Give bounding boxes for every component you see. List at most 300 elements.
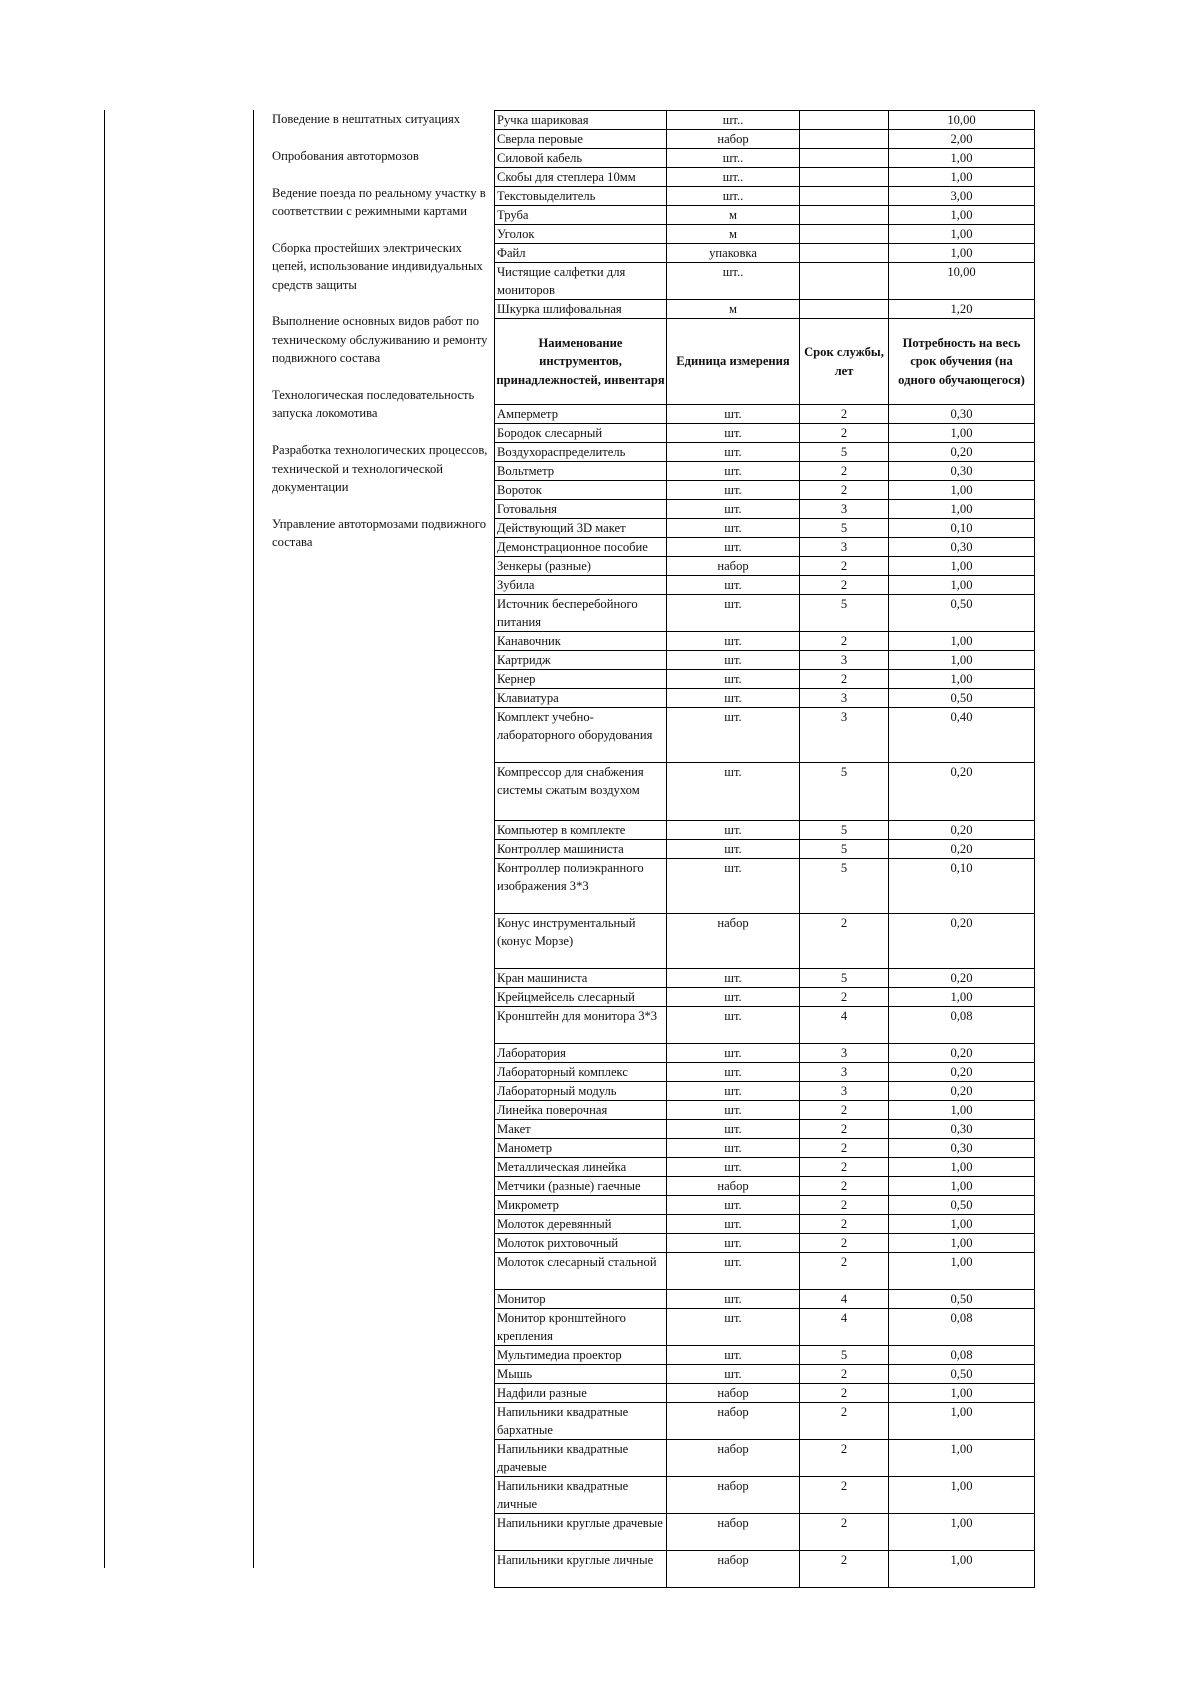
cell-need: 0,50 bbox=[889, 1365, 1035, 1384]
column-divider-line bbox=[253, 110, 254, 1568]
cell-name: Уголок bbox=[495, 225, 667, 244]
cell-need: 2,00 bbox=[889, 130, 1035, 149]
cell-name: Амперметр bbox=[495, 405, 667, 424]
cell-need: 0,50 bbox=[889, 689, 1035, 708]
cell-life: 2 bbox=[800, 424, 889, 443]
cell-need: 1,00 bbox=[889, 149, 1035, 168]
cell-name: Кронштейн для монитора 3*3 bbox=[495, 1007, 667, 1044]
cell-unit: набор bbox=[667, 557, 800, 576]
cell-unit: шт. bbox=[667, 595, 800, 632]
table-row bbox=[495, 1044, 1035, 1063]
cell-unit: шт. bbox=[667, 840, 800, 859]
cell-name: Монитор кронштейного крепления bbox=[495, 1309, 667, 1346]
table-row bbox=[495, 576, 1035, 595]
cell-life bbox=[800, 225, 889, 244]
cell-need: 0,08 bbox=[889, 1007, 1035, 1044]
cell-unit: шт. bbox=[667, 1007, 800, 1044]
cell-unit: м bbox=[667, 206, 800, 225]
cell-life: 2 bbox=[800, 1120, 889, 1139]
cell-name: Комплект учебно-лабораторного оборудования bbox=[495, 708, 667, 763]
cell-unit: шт. bbox=[667, 1044, 800, 1063]
cell-name: Зубила bbox=[495, 576, 667, 595]
cell-need: 1,00 bbox=[889, 1215, 1035, 1234]
table-row bbox=[495, 1477, 1035, 1514]
cell-name: Действующий 3D макет bbox=[495, 519, 667, 538]
cell-need: 0,40 bbox=[889, 708, 1035, 763]
table-row bbox=[495, 1346, 1035, 1365]
cell-name: Текстовыделитель bbox=[495, 187, 667, 206]
cell-life: 2 bbox=[800, 481, 889, 500]
cell-name: Контроллер машиниста bbox=[495, 840, 667, 859]
table-row bbox=[495, 670, 1035, 689]
cell-life: 3 bbox=[800, 1082, 889, 1101]
topic-item: Ведение поезда по реальному участку в соответствии с режимными картами bbox=[272, 185, 486, 218]
equipment-table bbox=[494, 110, 1035, 1588]
cell-unit: шт. bbox=[667, 424, 800, 443]
cell-need: 0,08 bbox=[889, 1309, 1035, 1346]
cell-name: Зенкеры (разные) bbox=[495, 557, 667, 576]
cell-need: 1,00 bbox=[889, 651, 1035, 670]
cell-name: Монитор bbox=[495, 1290, 667, 1309]
cell-name: Молоток слесарный стальной bbox=[495, 1253, 667, 1290]
table-row bbox=[495, 651, 1035, 670]
cell-life: 5 bbox=[800, 859, 889, 914]
cell-life: 2 bbox=[800, 1551, 889, 1588]
table-row bbox=[495, 763, 1035, 821]
cell-need: 10,00 bbox=[889, 111, 1035, 130]
cell-name: Силовой кабель bbox=[495, 149, 667, 168]
cell-name: Макет bbox=[495, 1120, 667, 1139]
table-row bbox=[495, 1139, 1035, 1158]
cell-life: 2 bbox=[800, 670, 889, 689]
cell-name: Скобы для степлера 10мм bbox=[495, 168, 667, 187]
cell-life bbox=[800, 300, 889, 319]
cell-life: 3 bbox=[800, 708, 889, 763]
cell-need: 1,00 bbox=[889, 424, 1035, 443]
cell-life bbox=[800, 187, 889, 206]
cell-unit: набор bbox=[667, 1551, 800, 1588]
materials-section bbox=[495, 111, 1035, 319]
header-life: Срок службы, лет bbox=[800, 319, 889, 405]
cell-life: 2 bbox=[800, 1101, 889, 1120]
cell-unit: шт. bbox=[667, 1101, 800, 1120]
cell-name: Сверла перовые bbox=[495, 130, 667, 149]
cell-unit: шт. bbox=[667, 443, 800, 462]
cell-name: Клавиатура bbox=[495, 689, 667, 708]
table-row bbox=[495, 443, 1035, 462]
cell-life: 3 bbox=[800, 689, 889, 708]
cell-unit: шт. bbox=[667, 576, 800, 595]
cell-unit: шт. bbox=[667, 405, 800, 424]
cell-name: Труба bbox=[495, 206, 667, 225]
cell-need: 1,00 bbox=[889, 1440, 1035, 1477]
cell-life: 2 bbox=[800, 632, 889, 651]
table-row bbox=[495, 300, 1035, 319]
table-row bbox=[495, 519, 1035, 538]
table-row bbox=[495, 1101, 1035, 1120]
cell-name: Ручка шариковая bbox=[495, 111, 667, 130]
cell-name: Контроллер полиэкранного изображения 3*3 bbox=[495, 859, 667, 914]
table-row bbox=[495, 187, 1035, 206]
table-row bbox=[495, 632, 1035, 651]
cell-need: 1,00 bbox=[889, 576, 1035, 595]
cell-need: 0,20 bbox=[889, 1082, 1035, 1101]
table-row bbox=[495, 481, 1035, 500]
table-row bbox=[495, 708, 1035, 763]
cell-name: Микрометр bbox=[495, 1196, 667, 1215]
table-row bbox=[495, 1063, 1035, 1082]
cell-need: 0,30 bbox=[889, 1139, 1035, 1158]
cell-name: Напильники круглые драчевые bbox=[495, 1514, 667, 1551]
cell-unit: набор bbox=[667, 1514, 800, 1551]
cell-name: Демонстрационное пособие bbox=[495, 538, 667, 557]
cell-name: Лаборатория bbox=[495, 1044, 667, 1063]
cell-unit: шт.. bbox=[667, 168, 800, 187]
cell-need: 1,00 bbox=[889, 632, 1035, 651]
cell-need: 0,20 bbox=[889, 914, 1035, 969]
topic-item: Поведение в нештатных ситуациях bbox=[272, 112, 461, 126]
cell-need: 1,00 bbox=[889, 1403, 1035, 1440]
cell-unit: шт. bbox=[667, 1365, 800, 1384]
cell-life: 2 bbox=[800, 1253, 889, 1290]
header-need: Потребность на весь срок обучения (на одного обучающегося) bbox=[889, 319, 1035, 405]
table-row bbox=[495, 263, 1035, 300]
cell-life: 3 bbox=[800, 500, 889, 519]
cell-unit: шт.. bbox=[667, 187, 800, 206]
table-row bbox=[495, 1082, 1035, 1101]
table-row bbox=[495, 405, 1035, 424]
cell-name: Готовальня bbox=[495, 500, 667, 519]
cell-unit: набор bbox=[667, 130, 800, 149]
cell-name: Вороток bbox=[495, 481, 667, 500]
cell-need: 0,20 bbox=[889, 763, 1035, 821]
cell-name: Канавочник bbox=[495, 632, 667, 651]
cell-need: 1,00 bbox=[889, 500, 1035, 519]
cell-name: Напильники круглые личные bbox=[495, 1551, 667, 1588]
cell-life: 2 bbox=[800, 1403, 889, 1440]
cell-life: 5 bbox=[800, 1346, 889, 1365]
cell-name: Шкурка шлифовальная bbox=[495, 300, 667, 319]
cell-name: Чистящие салфетки для мониторов bbox=[495, 263, 667, 300]
cell-life: 4 bbox=[800, 1007, 889, 1044]
cell-name: Лабораторный комплекс bbox=[495, 1063, 667, 1082]
cell-life: 5 bbox=[800, 595, 889, 632]
cell-life: 2 bbox=[800, 1440, 889, 1477]
cell-life: 3 bbox=[800, 1063, 889, 1082]
cell-need: 1,00 bbox=[889, 557, 1035, 576]
cell-need: 0,10 bbox=[889, 519, 1035, 538]
cell-name: Компрессор для снабжения системы сжатым воздухом bbox=[495, 763, 667, 821]
cell-need: 0,20 bbox=[889, 969, 1035, 988]
cell-unit: шт. bbox=[667, 1139, 800, 1158]
cell-life: 2 bbox=[800, 1384, 889, 1403]
cell-life: 2 bbox=[800, 405, 889, 424]
cell-unit: набор bbox=[667, 1477, 800, 1514]
cell-unit: набор bbox=[667, 914, 800, 969]
table-header-row bbox=[495, 319, 1035, 405]
cell-life: 2 bbox=[800, 1196, 889, 1215]
table-row bbox=[495, 130, 1035, 149]
cell-life: 3 bbox=[800, 1044, 889, 1063]
cell-name: Вольтметр bbox=[495, 462, 667, 481]
cell-need: 0,50 bbox=[889, 595, 1035, 632]
cell-unit: шт. bbox=[667, 1290, 800, 1309]
left-border-line bbox=[104, 110, 105, 1568]
tools-section bbox=[495, 405, 1035, 1588]
table-row bbox=[495, 244, 1035, 263]
cell-name: Кран машиниста bbox=[495, 969, 667, 988]
table-row bbox=[495, 840, 1035, 859]
cell-unit: шт. bbox=[667, 481, 800, 500]
cell-life: 2 bbox=[800, 1514, 889, 1551]
cell-name: Надфили разные bbox=[495, 1384, 667, 1403]
cell-need: 1,20 bbox=[889, 300, 1035, 319]
cell-life: 5 bbox=[800, 519, 889, 538]
cell-name: Компьютер в комплекте bbox=[495, 821, 667, 840]
cell-life: 2 bbox=[800, 576, 889, 595]
cell-unit: м bbox=[667, 300, 800, 319]
cell-need: 0,30 bbox=[889, 462, 1035, 481]
cell-name: Мышь bbox=[495, 1365, 667, 1384]
cell-unit: шт. bbox=[667, 708, 800, 763]
cell-life: 2 bbox=[800, 914, 889, 969]
cell-life: 2 bbox=[800, 1139, 889, 1158]
cell-name: Источник бесперебойного питания bbox=[495, 595, 667, 632]
cell-need: 1,00 bbox=[889, 1477, 1035, 1514]
cell-unit: шт. bbox=[667, 1196, 800, 1215]
cell-need: 0,20 bbox=[889, 1044, 1035, 1063]
cell-life bbox=[800, 263, 889, 300]
cell-name: Файл bbox=[495, 244, 667, 263]
cell-need: 1,00 bbox=[889, 1158, 1035, 1177]
cell-need: 3,00 bbox=[889, 187, 1035, 206]
table-row bbox=[495, 914, 1035, 969]
cell-name: Линейка поверочная bbox=[495, 1101, 667, 1120]
cell-unit: шт. bbox=[667, 988, 800, 1007]
cell-unit: шт. bbox=[667, 763, 800, 821]
cell-unit: шт. bbox=[667, 632, 800, 651]
cell-life: 5 bbox=[800, 763, 889, 821]
cell-unit: шт. bbox=[667, 1253, 800, 1290]
cell-name: Лабораторный модуль bbox=[495, 1082, 667, 1101]
cell-unit: м bbox=[667, 225, 800, 244]
cell-life: 2 bbox=[800, 1477, 889, 1514]
table-row bbox=[495, 969, 1035, 988]
cell-unit: шт. bbox=[667, 1309, 800, 1346]
table-row bbox=[495, 149, 1035, 168]
table-row bbox=[495, 1551, 1035, 1588]
table-row bbox=[495, 1007, 1035, 1044]
table-row bbox=[495, 557, 1035, 576]
cell-life bbox=[800, 206, 889, 225]
table-row bbox=[495, 689, 1035, 708]
table-row bbox=[495, 1196, 1035, 1215]
cell-name: Бородок слесарный bbox=[495, 424, 667, 443]
cell-name: Кернер bbox=[495, 670, 667, 689]
table-row bbox=[495, 1309, 1035, 1346]
header-unit: Единица измерения bbox=[667, 319, 800, 405]
cell-name: Металлическая линейка bbox=[495, 1158, 667, 1177]
cell-unit: шт. bbox=[667, 1234, 800, 1253]
cell-name: Манометр bbox=[495, 1139, 667, 1158]
cell-need: 1,00 bbox=[889, 670, 1035, 689]
cell-need: 1,00 bbox=[889, 1384, 1035, 1403]
cell-unit: набор bbox=[667, 1177, 800, 1196]
cell-need: 1,00 bbox=[889, 225, 1035, 244]
table-row bbox=[495, 1365, 1035, 1384]
cell-life: 2 bbox=[800, 1177, 889, 1196]
table-row bbox=[495, 168, 1035, 187]
table-row bbox=[495, 500, 1035, 519]
cell-need: 1,00 bbox=[889, 481, 1035, 500]
table-row bbox=[495, 1384, 1035, 1403]
table-row bbox=[495, 1440, 1035, 1477]
header-name: Наименование инструментов, принадлежностей, инвентаря bbox=[495, 319, 667, 405]
cell-need: 0,30 bbox=[889, 405, 1035, 424]
cell-unit: шт. bbox=[667, 859, 800, 914]
cell-life bbox=[800, 244, 889, 263]
cell-unit: шт. bbox=[667, 500, 800, 519]
cell-name: Метчики (разные) гаечные bbox=[495, 1177, 667, 1196]
cell-need: 1,00 bbox=[889, 1177, 1035, 1196]
cell-need: 1,00 bbox=[889, 168, 1035, 187]
cell-life: 2 bbox=[800, 1365, 889, 1384]
cell-name: Картридж bbox=[495, 651, 667, 670]
table-row bbox=[495, 595, 1035, 632]
cell-need: 1,00 bbox=[889, 1234, 1035, 1253]
topic-item: Технологическая последовательность запуска локомотива bbox=[272, 388, 475, 421]
table-row bbox=[495, 538, 1035, 557]
cell-name: Конус инструментальный (конус Морзе) bbox=[495, 914, 667, 969]
topic-item: Разработка технологических процессов, технической и технологической документации bbox=[272, 443, 488, 495]
cell-life bbox=[800, 111, 889, 130]
cell-unit: шт. bbox=[667, 670, 800, 689]
table-row bbox=[495, 1158, 1035, 1177]
cell-need: 1,00 bbox=[889, 1514, 1035, 1551]
table-row bbox=[495, 821, 1035, 840]
table-row bbox=[495, 424, 1035, 443]
topic-item: Управление автотормозами подвижного состава bbox=[272, 516, 487, 550]
cell-life: 5 bbox=[800, 969, 889, 988]
cell-life bbox=[800, 168, 889, 187]
tools-header-section bbox=[495, 319, 1035, 405]
cell-life: 2 bbox=[800, 557, 889, 576]
cell-need: 0,30 bbox=[889, 1120, 1035, 1139]
cell-name: Напильники квадратные драчевые bbox=[495, 1440, 667, 1477]
cell-unit: упаковка bbox=[667, 244, 800, 263]
cell-name: Мультимедиа проектор bbox=[495, 1346, 667, 1365]
cell-life: 2 bbox=[800, 462, 889, 481]
cell-life: 2 bbox=[800, 1234, 889, 1253]
cell-life: 2 bbox=[800, 1158, 889, 1177]
cell-need: 1,00 bbox=[889, 1551, 1035, 1588]
cell-life: 5 bbox=[800, 840, 889, 859]
cell-unit: шт.. bbox=[667, 263, 800, 300]
cell-life: 4 bbox=[800, 1309, 889, 1346]
cell-need: 1,00 bbox=[889, 1101, 1035, 1120]
cell-need: 0,50 bbox=[889, 1290, 1035, 1309]
cell-life: 2 bbox=[800, 1215, 889, 1234]
table-row bbox=[495, 1403, 1035, 1440]
cell-need: 10,00 bbox=[889, 263, 1035, 300]
cell-unit: шт. bbox=[667, 1158, 800, 1177]
cell-need: 0,08 bbox=[889, 1346, 1035, 1365]
cell-unit: шт. bbox=[667, 1346, 800, 1365]
cell-need: 0,20 bbox=[889, 443, 1035, 462]
cell-life bbox=[800, 149, 889, 168]
table-row bbox=[495, 1177, 1035, 1196]
cell-name: Напильники квадратные бархатные bbox=[495, 1403, 667, 1440]
cell-unit: набор bbox=[667, 1403, 800, 1440]
cell-need: 1,00 bbox=[889, 206, 1035, 225]
cell-need: 0,20 bbox=[889, 821, 1035, 840]
topic-item: Выполнение основных видов работ по техническому обслуживанию и ремонту подвижного состава bbox=[272, 314, 488, 366]
cell-life: 5 bbox=[800, 443, 889, 462]
cell-name: Напильники квадратные личные bbox=[495, 1477, 667, 1514]
cell-unit: шт. bbox=[667, 1082, 800, 1101]
cell-need: 1,00 bbox=[889, 988, 1035, 1007]
topic-item: Опробования автотормозов bbox=[272, 148, 419, 163]
cell-unit: шт. bbox=[667, 519, 800, 538]
cell-unit: шт.. bbox=[667, 149, 800, 168]
table-row bbox=[495, 1120, 1035, 1139]
table-row bbox=[495, 988, 1035, 1007]
topic-item: Сборка простейших электрических цепей, использование индивидуальных средств защиты bbox=[272, 240, 483, 292]
cell-need: 1,00 bbox=[889, 244, 1035, 263]
table-row bbox=[495, 1290, 1035, 1309]
cell-name: Молоток рихтовочный bbox=[495, 1234, 667, 1253]
cell-life: 3 bbox=[800, 538, 889, 557]
topics-column bbox=[272, 110, 494, 570]
cell-unit: шт. bbox=[667, 969, 800, 988]
table-row bbox=[495, 225, 1035, 244]
table-row bbox=[495, 859, 1035, 914]
table-row bbox=[495, 1234, 1035, 1253]
table-row bbox=[495, 1215, 1035, 1234]
cell-need: 0,20 bbox=[889, 840, 1035, 859]
cell-unit: шт. bbox=[667, 462, 800, 481]
cell-life: 4 bbox=[800, 1290, 889, 1309]
table-row bbox=[495, 1514, 1035, 1551]
cell-need: 1,00 bbox=[889, 1253, 1035, 1290]
cell-unit: шт. bbox=[667, 1063, 800, 1082]
cell-unit: шт. bbox=[667, 821, 800, 840]
cell-life: 5 bbox=[800, 821, 889, 840]
cell-unit: набор bbox=[667, 1384, 800, 1403]
cell-need: 0,30 bbox=[889, 538, 1035, 557]
cell-life: 2 bbox=[800, 988, 889, 1007]
cell-name: Воздухораспределитель bbox=[495, 443, 667, 462]
cell-name: Крейцмейсель слесарный bbox=[495, 988, 667, 1007]
cell-need: 0,10 bbox=[889, 859, 1035, 914]
table-row bbox=[495, 206, 1035, 225]
cell-unit: шт.. bbox=[667, 111, 800, 130]
table-row bbox=[495, 1253, 1035, 1290]
table-row bbox=[495, 111, 1035, 130]
cell-unit: шт. bbox=[667, 1120, 800, 1139]
cell-need: 0,20 bbox=[889, 1063, 1035, 1082]
cell-unit: шт. bbox=[667, 538, 800, 557]
cell-unit: шт. bbox=[667, 1215, 800, 1234]
cell-unit: шт. bbox=[667, 651, 800, 670]
cell-name: Молоток деревянный bbox=[495, 1215, 667, 1234]
cell-unit: шт. bbox=[667, 689, 800, 708]
cell-life bbox=[800, 130, 889, 149]
cell-need: 0,50 bbox=[889, 1196, 1035, 1215]
table-row bbox=[495, 462, 1035, 481]
cell-life: 3 bbox=[800, 651, 889, 670]
cell-unit: набор bbox=[667, 1440, 800, 1477]
